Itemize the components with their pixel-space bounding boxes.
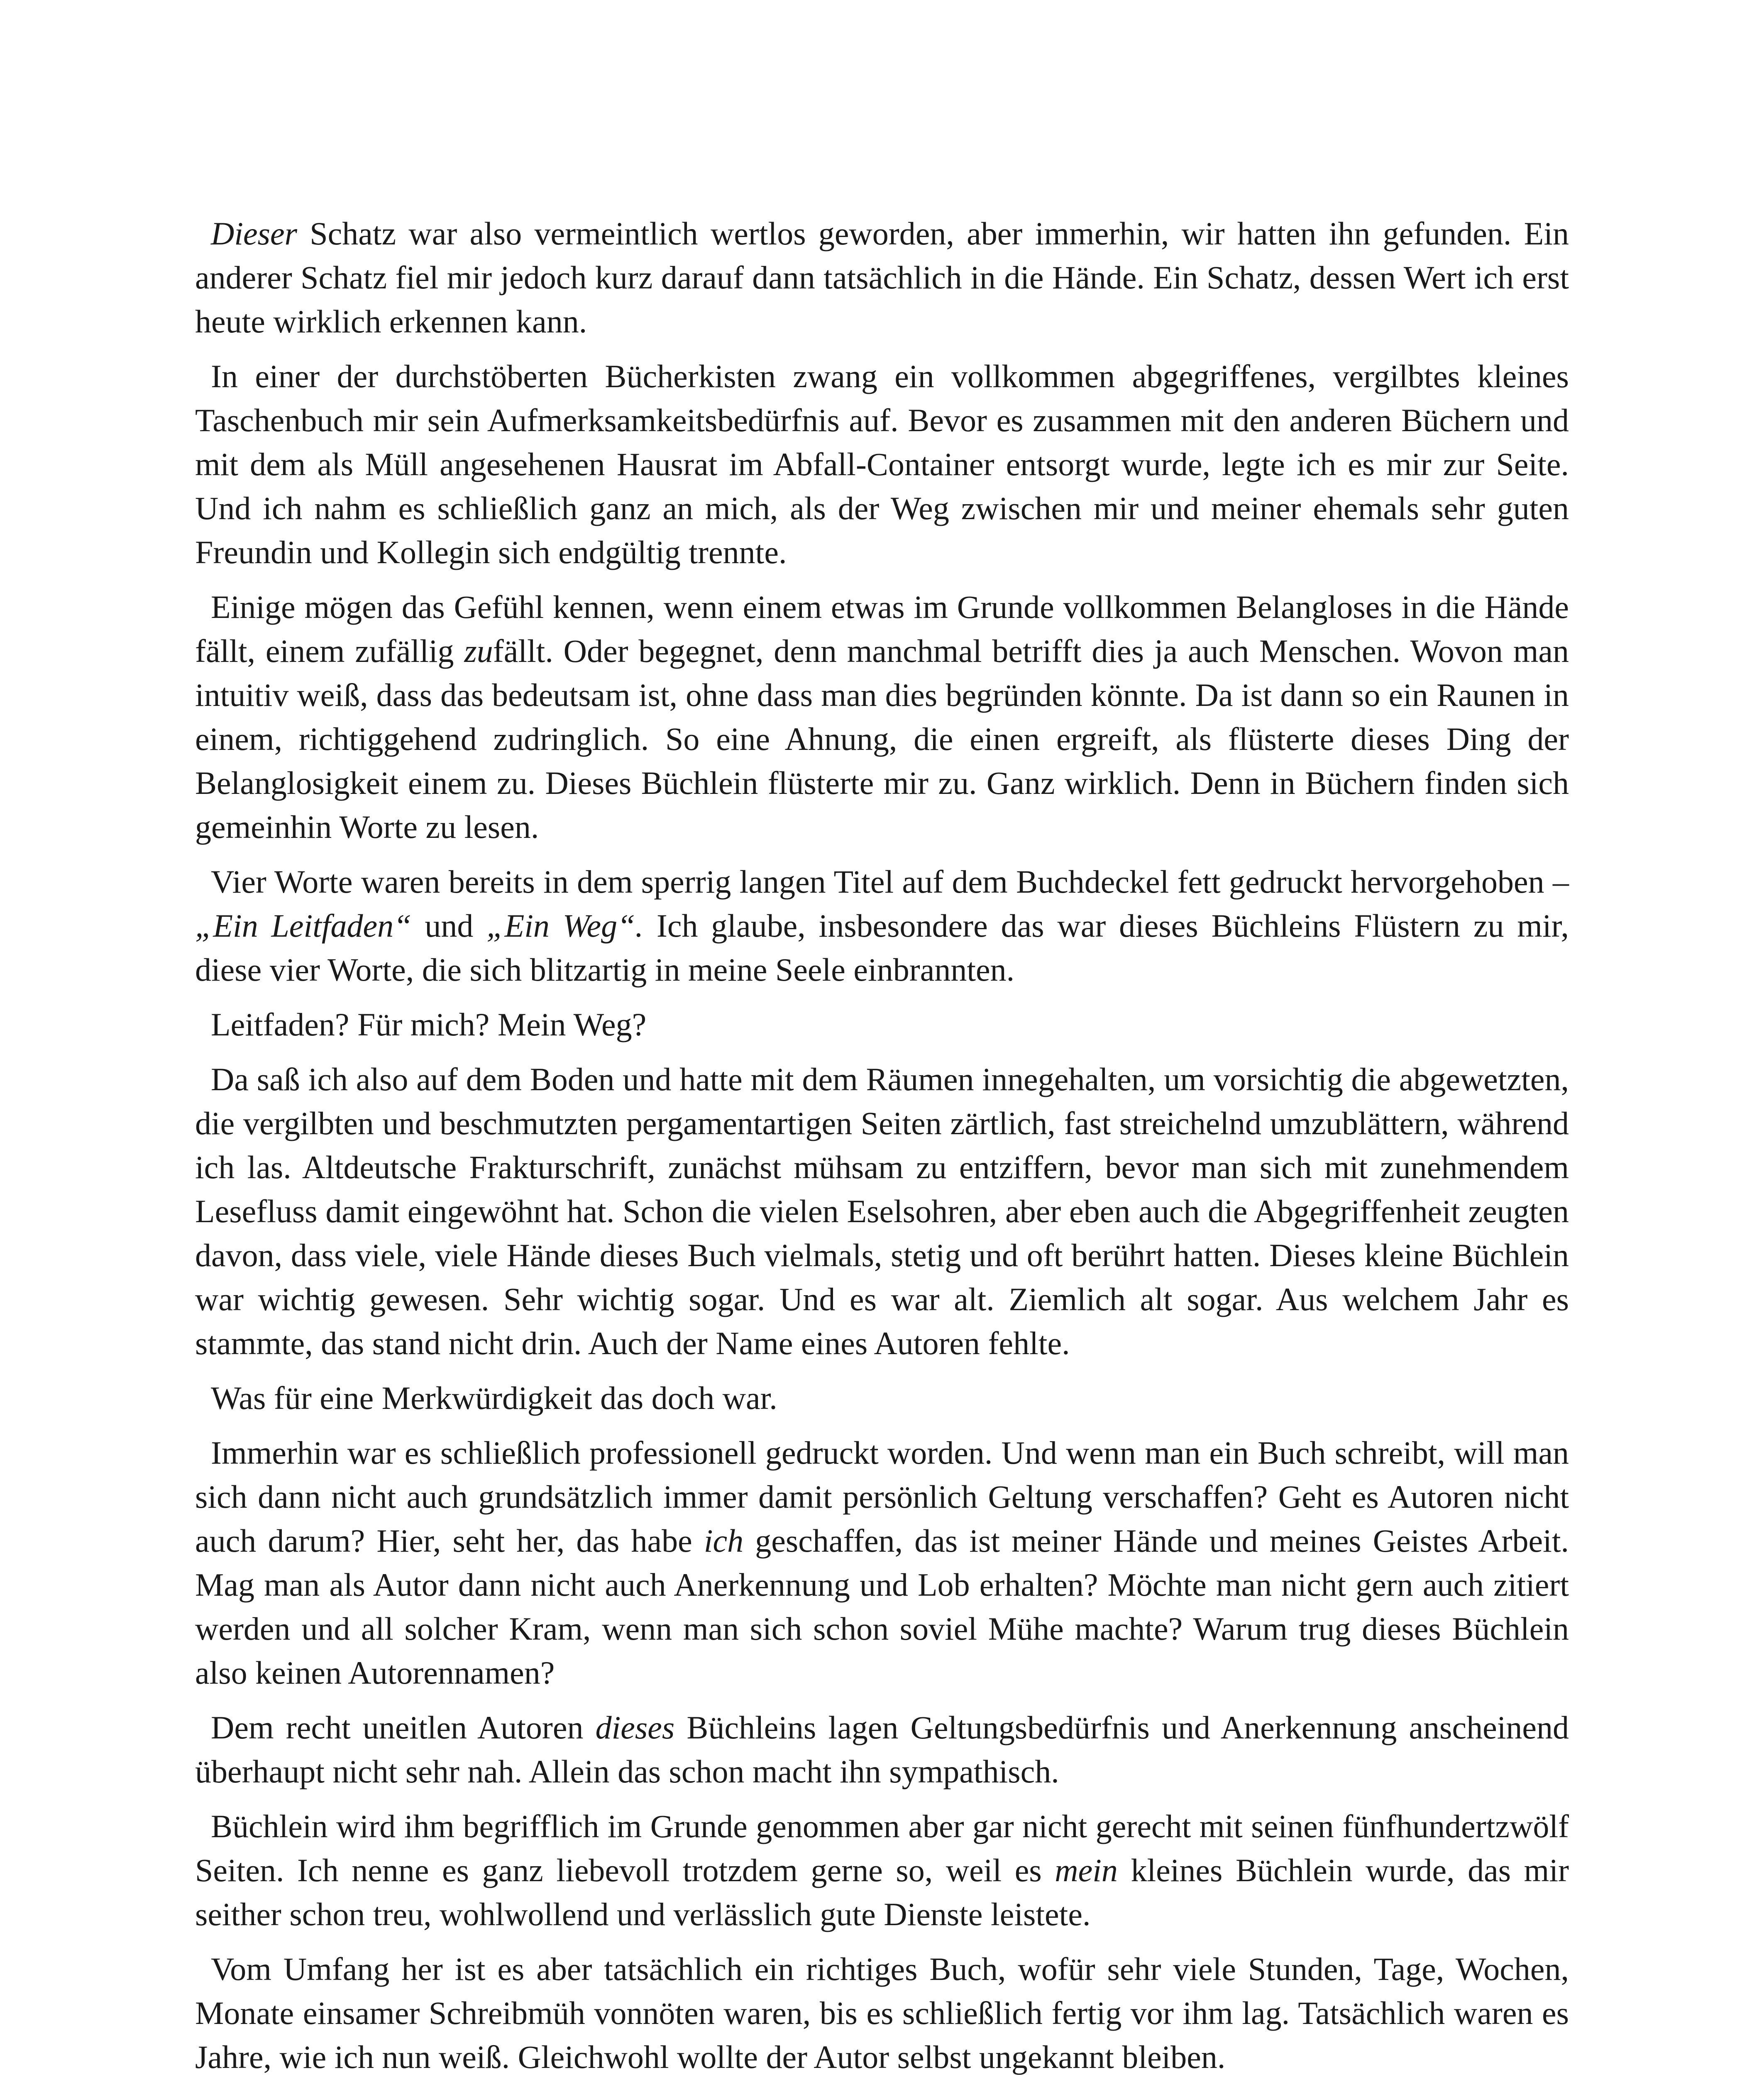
- emphasis-text: zu: [464, 633, 493, 669]
- text-run: Vom Umfang her ist es aber tatsächlich ein richtiges Buch, wofür sehr viele Stunden, Tage, Wochen, Monate einsamer Schreibmüh vonnöten waren, bis es schließlich fertig vor ihm lag. Tatsächlich waren es Jahre, wie ich nun weiß. Gleichwohl wollte der Autor selbst ungekannt bleiben.: [195, 1951, 1569, 2075]
- paragraph: [195, 1003, 1569, 1047]
- text-run: fällt. Oder begegnet, denn manchmal betrifft dies ja auch Menschen. Wovon man intuitiv weiß, dass das bedeutsam ist, ohne dass man dies begründen könnte. Da ist dann so ein Raunen in einem, richtiggehend zudringlich. So eine Ahnung, die einen ergreift, als flüsterte dieses Ding der Belanglosigkeit einem zu. Dieses Büchlein flüsterte mir zu. Ganz wirklich. Denn in Büchern finden sich gemeinhin Worte zu lesen.: [195, 633, 1569, 845]
- text-run: geschaffen, das ist meiner Hände und meines Geistes Arbeit. Mag man als Autor dann nicht auch Anerkennung und Lob erhalten? Möchte man nicht gern auch zitiert werden und all solcher Kram, wenn man sich schon soviel Mühe machte? Warum trug dieses Büchlein also keinen Autorennamen?: [195, 1523, 1569, 1691]
- text-run: Büchlein wird ihm begrifflich im Grunde genommen aber gar nicht gerecht mit seinen fünfhundertzwölf Seiten. Ich nenne es ganz liebevoll trotzdem gerne so, weil es: [195, 1808, 1569, 1888]
- text-run: und: [411, 908, 487, 944]
- emphasis-text: „Ein Weg“.: [486, 908, 644, 944]
- paragraph: [195, 1431, 1569, 1695]
- paragraph: [195, 212, 1569, 344]
- text-run: Leitfaden? Für mich? Mein Weg?: [211, 1006, 647, 1042]
- text-run: Ich glaube, insbesondere das war dieses Büchleins Flüstern zu mir, diese vier Worte, die sich blitzartig in meine Seele einbrannten.: [195, 908, 1569, 988]
- paragraph: [195, 585, 1569, 849]
- body-text: [195, 212, 1569, 2075]
- text-run: In einer der durchstöberten Bücherkisten zwang ein vollkommen abgegriffenes, vergilbtes kleines Taschenbuch mir sein Aufmerksamkeitsbedürfnis auf. Bevor es zusammen mit den anderen Büchern und mit dem als Müll angesehenen Hausrat im Abfall-Container entsorgt wurde, legte ich es mir zur Seite. Und ich nahm es schließlich ganz an mich, als der Weg zwischen mir und meiner ehemals sehr guten Freundin und Kollegin sich endgültig trennte.: [195, 358, 1569, 570]
- text-run: kleines Büchlein wurde, das mir seither schon treu, wohlwollend und verlässlich gute Dienste leistete.: [195, 1852, 1569, 1932]
- text-run: Einige mögen das Gefühl kennen, wenn einem etwas im Grunde vollkommen Belangloses in die Hände fällt, einem zufällig: [195, 589, 1569, 669]
- paragraph: [195, 860, 1569, 992]
- text-run: Was für eine Merkwürdigkeit das doch war.: [211, 1380, 777, 1416]
- emphasis-text: „Ein Leitfaden“: [195, 908, 412, 944]
- text-run: Vier Worte waren bereits in dem sperrig langen Titel auf dem Buchdeckel fett gedruckt hervorgehoben –: [211, 864, 1569, 900]
- emphasis-text: dieses: [595, 1709, 675, 1745]
- paragraph: [195, 1376, 1569, 1420]
- emphasis-text: ich: [704, 1523, 744, 1559]
- text-run: Immerhin war es schließlich professionell gedruckt worden. Und wenn man ein Buch schreibt, will man sich dann nicht auch grundsätzlich immer damit persönlich Geltung verschaffen? Geht es Autoren nicht auch darum? Hier, seht her, das habe: [195, 1435, 1569, 1559]
- paragraph: [195, 354, 1569, 574]
- text-run: Dem recht uneitlen Autoren: [211, 1709, 596, 1745]
- emphasis-text: mein: [1055, 1852, 1118, 1888]
- text-run: Schatz war also vermeintlich wertlos geworden, aber immerhin, wir hatten ihn gefunden. Ein anderer Schatz fiel mir jedoch kurz darauf dann tatsächlich in die Hände. Ein Schatz, dessen Wert ich erst heute wirklich erkennen kann.: [195, 215, 1569, 339]
- paragraph: [195, 1706, 1569, 1794]
- paragraph: [195, 1057, 1569, 1365]
- text-run: Da saß ich also auf dem Boden und hatte mit dem Räumen innegehalten, um vorsichtig die abgewetzten, die vergilbten und beschmutzten pergamentartigen Seiten zärtlich, fast streichelnd umzublättern, während ich las. Altdeutsche Frakturschrift, zunächst mühsam zu entziffern, bevor man sich mit zunehmendem Lesefluss damit eingewöhnt hat. Schon die vielen Eselsohren, aber eben auch die Abgegriffenheit zeugten davon, dass viele, viele Hände dieses Buch vielmals, stetig und oft berührt hatten. Dieses kleine Büchlein war wichtig gewesen. Sehr wichtig sogar. Und es war alt. Ziemlich alt sogar. Aus welchem Jahr es stammte, das stand nicht drin. Auch der Name eines Autoren fehlte.: [195, 1061, 1569, 1361]
- paragraph: [195, 1804, 1569, 1936]
- text-run: Büchleins lagen Geltungsbedürfnis und Anerkennung anscheinend überhaupt nicht sehr nah. Allein das schon macht ihn sympathisch.: [195, 1709, 1569, 1789]
- paragraph: [195, 1947, 1569, 2075]
- emphasis-text: Dieser: [211, 215, 297, 251]
